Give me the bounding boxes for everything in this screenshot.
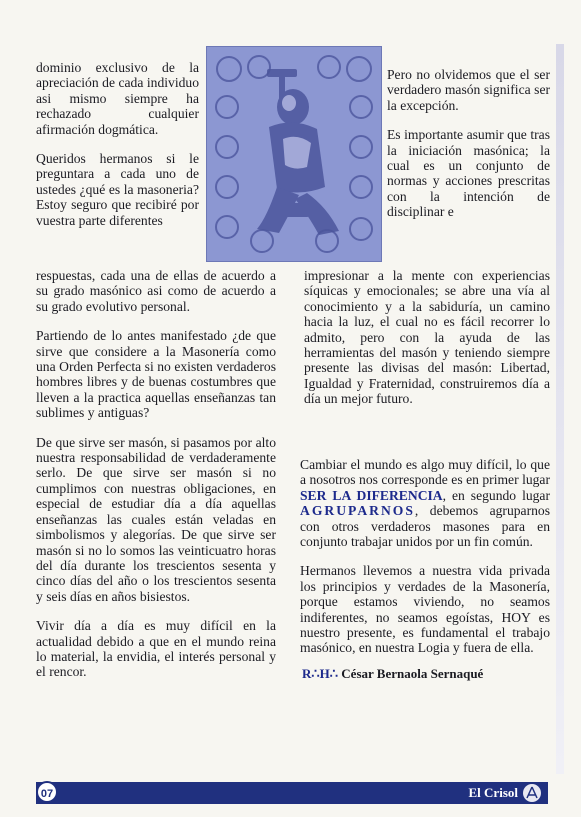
paragraph-3-text-c: , en segundo lugar: [442, 487, 550, 503]
masonic-compass-icon: [523, 784, 541, 802]
left-paragraph-4: De que sirve ser masón, si pasamos por alto nuestra responsabilidad de verdaderamente serlo. De que sirve ser masón si no cumplimos con nuestras obligaciones, en especial de estudiar día a día aquellas enseñanzas las cuales están veladas en simbolismos y alegorías. De que sirve ser masón si no lo somos las veinticuatro horas del día durante los trescientos sesenta y cinco días del año o los trescientos sesenta y seis días en años bisiestos.: [36, 434, 276, 604]
author-name: César Bernaola Sernaqué: [341, 665, 484, 681]
paragraph-3-text-a: Cambiar el mundo es algo muy difícil, lo que a nosotros nos corresponde es en primer lugar: [300, 457, 550, 488]
left-paragraph-2-start: Queridos hermanos si le preguntara a cada uno de ustedes ¿qué es la masoneria? Estoy seguro que recibiré por vuestra parte diferentes: [36, 151, 199, 228]
emphasis-agruparnos: AGRUPARNOS: [300, 503, 415, 519]
magazine-name: El Crisol: [468, 785, 518, 800]
author-signature: [300, 666, 550, 681]
paragraph-3-text-e: , debemos agruparnos con otros verdaderos masones para en conjunto trabajar unidos por un fin común.: [300, 503, 550, 550]
page-number: 07: [36, 781, 58, 803]
right-paragraph-4: Hermanos llevemos a nuestra vida privada los principios y verdades de la Masonería, porque estamos viviendo, no seamos indiferentes, no seamos egoístas, HOY es nuestro presente, es fundamental el trabajo masónico, en nuestra Logia y fuera de ella.: [300, 563, 550, 656]
right-paragraph-2-end: impresionar a la mente con experiencias síquicas y emocionales; se abre una vía al conocimiento y a la sabiduría, un camino hacia la luz, el cual no es fácil recorrer lo admito, pero con la ayuda de las herramientas del masón y teniendo siempre presente las divisas del masón: Libertad, Igualdad y Fraternidad, construiremos día a día un mejor futuro.: [304, 268, 550, 407]
left-paragraph-2-end: respuestas, cada una de ellas de acuerdo a su grado masónico asi como de acuerdo a su grado evolutivo personal.: [36, 268, 276, 314]
right-paragraph-2-start: Es importante asumir que tras la iniciación masónica; la cual es un conjunto de normas y acciones prescritas con la intención de disciplinar e: [387, 127, 550, 220]
author-title: R∴H∴: [302, 665, 339, 681]
right-paragraph-1: Pero no olvidemos que el ser verdadero masón significa ser la excepción.: [387, 67, 550, 113]
masonic-relief-illustration: [206, 46, 382, 262]
emphasis-ser-la-diferencia: SER LA DIFERENCIA: [300, 487, 443, 503]
left-paragraph-1: dominio exclusivo de la apreciación de cada individuo asi mismo siempre ha rechazado cualquier afirmación dogmática.: [36, 60, 199, 137]
right-paragraph-3: [300, 457, 550, 549]
page-edge-strip: [556, 44, 564, 774]
left-paragraph-3: Partiendo de lo antes manifestado ¿de que sirve que considere a la Masonería como una Orden Perfecta si no existen verdaderos hombres libres y de buenas costumbres que lleven a la practica aquellas enseñanzas tan sublimes y antiguas?: [36, 328, 276, 421]
left-paragraph-5: Vivir día a día es muy difícil en la actualidad debido a que en el mundo reina lo material, la envidia, el interés personal y el rencor.: [36, 618, 276, 680]
